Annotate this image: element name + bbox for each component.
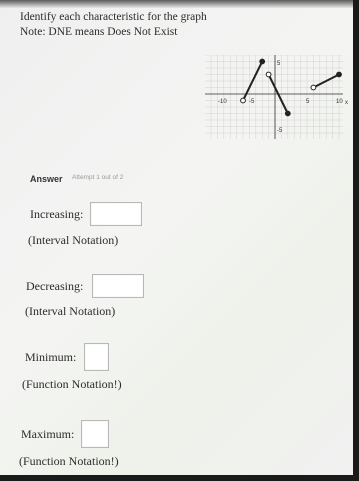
increasing-input[interactable]: [90, 202, 142, 226]
y-tick-label-5: 5: [277, 61, 281, 67]
minimum-label: Minimum:: [25, 350, 77, 364]
segment-2-start-open-point: [266, 72, 271, 77]
decreasing-hint: (Interval Notation): [25, 304, 116, 318]
increasing-hint: (Interval Notation): [28, 233, 119, 247]
y-tick-label-neg5: -5: [277, 128, 283, 134]
increasing-label: Increasing:: [30, 207, 84, 221]
maximum-label: Maximum:: [21, 427, 75, 441]
note-text: Note: DNE means Does Not Exist: [20, 26, 178, 38]
maximum-input[interactable]: [81, 420, 109, 448]
minimum-input[interactable]: [84, 343, 109, 371]
segment-2-end-closed-point: [285, 111, 290, 116]
maximum-hint: (Function Notation!): [19, 454, 119, 468]
segment-1-start-open-point: [241, 98, 246, 103]
x-tick-label-5: 5: [306, 99, 310, 105]
decreasing-label: Decreasing:: [26, 279, 84, 293]
segment-1-end-closed-point: [260, 59, 265, 64]
x-tick-label-neg10: -10: [218, 99, 227, 105]
decreasing-input[interactable]: [92, 274, 144, 298]
answer-heading: Answer: [30, 174, 63, 184]
function-graph: [205, 55, 350, 145]
screen-top-edge: [0, 0, 353, 8]
minimum-hint: (Function Notation!): [22, 377, 122, 391]
instruction-text: Identify each characteristic for the graph: [20, 11, 207, 23]
graph-grid: [205, 55, 343, 139]
attempt-counter: Attempt 1 out of 2: [72, 174, 124, 181]
segment-3-start-open-point: [311, 85, 316, 90]
x-axis-label: x: [345, 100, 348, 106]
x-tick-label-10: 10: [336, 99, 343, 105]
segment-3-end-closed-point: [337, 72, 342, 77]
x-tick-label-neg5: -5: [249, 99, 255, 105]
